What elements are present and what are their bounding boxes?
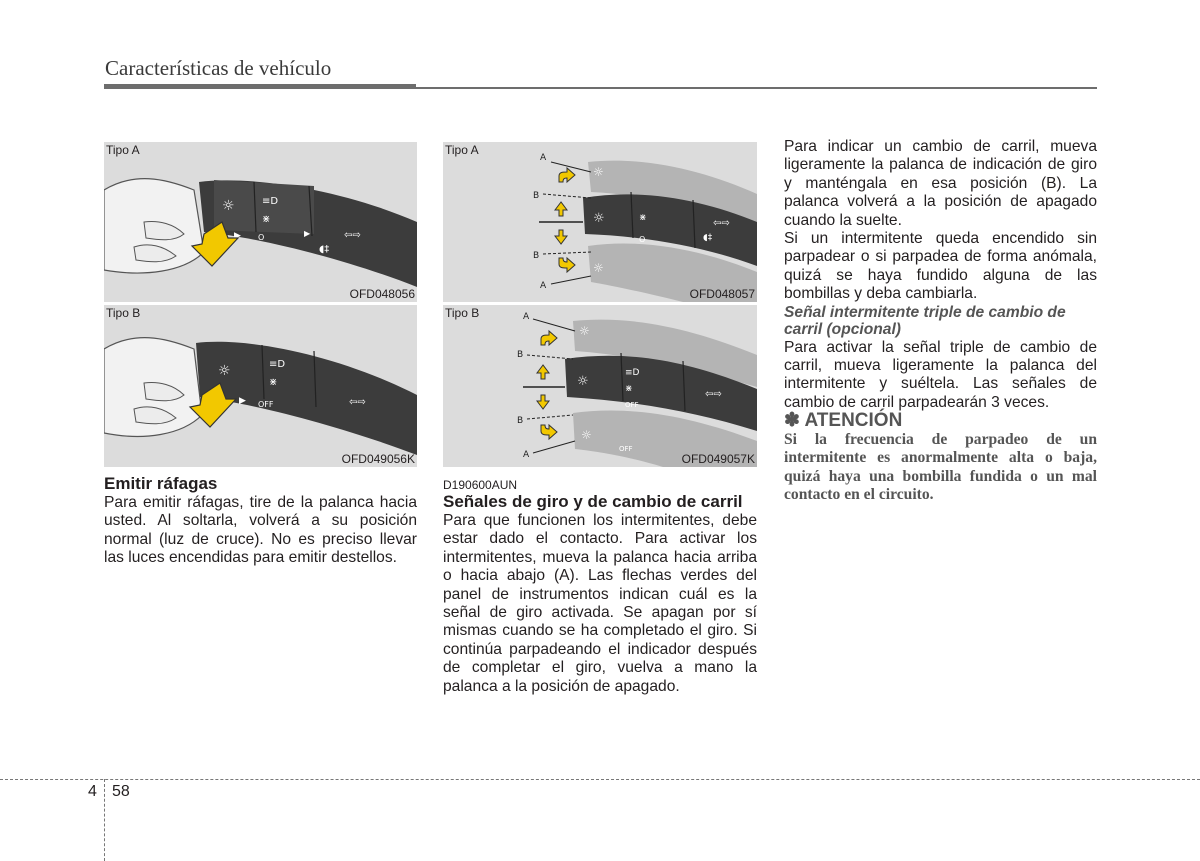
svg-text:A: A	[523, 312, 530, 322]
svg-text:B: B	[533, 191, 540, 201]
column-lane-change	[784, 138, 1097, 505]
figure-code: OFD048057	[689, 287, 755, 301]
section-title: Emitir ráfagas	[104, 474, 218, 493]
svg-text:☼: ☼	[222, 198, 235, 214]
body-paragraph: Para indicar un cambio de carril, mueva ligeramente la palanca de indicación de giro y manténgala en esa posición (B). La palanca volverá a la posición de apagado cuando la suelte.	[784, 138, 1097, 229]
figure-type-label: Tipo B	[106, 306, 141, 320]
column-turn-signals	[443, 478, 757, 696]
svg-text:☼: ☼	[593, 261, 604, 275]
svg-text:A: A	[540, 153, 547, 163]
svg-text:☼: ☼	[593, 211, 605, 226]
svg-text:A: A	[540, 281, 547, 291]
figure-type-label: Tipo A	[445, 143, 479, 157]
body-paragraph: Para emitir ráfagas, tire de la palanca hacia usted. Al soltarla, volverá a su posición normal (luz de cruce). No es preciso llevar las luces encendidas para emitir destellos.	[104, 494, 417, 567]
figure-turn-type-b	[443, 305, 757, 467]
figure-type-label: Tipo A	[106, 143, 140, 157]
svg-text:≡D: ≡D	[262, 196, 279, 207]
column-flash	[104, 474, 417, 568]
svg-text:O: O	[258, 233, 265, 242]
svg-text:☼: ☼	[218, 363, 231, 379]
header-rule-thin	[416, 87, 1097, 89]
svg-text:▶: ▶	[304, 229, 311, 238]
svg-text:≡D: ≡D	[625, 368, 640, 378]
svg-text:O: O	[639, 235, 646, 244]
svg-text:OFF: OFF	[619, 445, 633, 453]
svg-text:⇦⇨: ⇦⇨	[349, 397, 366, 408]
svg-text:☼: ☼	[593, 165, 604, 179]
header-rule	[104, 84, 416, 89]
section-title: Señales de giro y de cambio de carril	[443, 492, 743, 511]
svg-text:⋇: ⋇	[269, 377, 278, 388]
svg-text:⋇: ⋇	[262, 214, 271, 225]
figure-flash-type-a	[104, 142, 417, 302]
svg-text:OFF: OFF	[625, 401, 639, 409]
figure-turn-type-a	[443, 142, 757, 302]
figure-code: OFD049057K	[681, 452, 755, 466]
body-paragraph: Si un intermitente queda encendido sin parpadear o si parpadea de forma anómala, quizá se haya fundido alguna de las bombillas y deba cambiarla.	[784, 230, 1097, 303]
svg-text:≡D: ≡D	[269, 359, 286, 370]
section-code: D190600AUN	[443, 478, 518, 492]
svg-text:☼: ☼	[577, 374, 589, 389]
body-paragraph: Para que funcionen los intermitentes, debe estar dado el contacto. Para activar los intermitentes, mueva la palanca hacia arriba o hacia abajo (A). Las flechas verdes del panel de instrumentos indican cuál es la señal de giro activada. Se apagan por sí mismas cuando se ha completado el giro. Si continúa parpadeando el indicador después de completar el giro, vuelva a mano la palanca a la posición de apagado.	[443, 512, 757, 695]
svg-text:B: B	[517, 416, 524, 426]
svg-text:⋇: ⋇	[639, 213, 647, 223]
chapter-number: 4	[88, 783, 97, 800]
svg-text:◖‡: ◖‡	[703, 233, 713, 243]
svg-text:☼: ☼	[581, 428, 592, 442]
figure-code: OFD049056K	[341, 452, 415, 466]
svg-text:OFF: OFF	[258, 400, 274, 409]
svg-text:◖‡: ◖‡	[319, 244, 330, 255]
caution-title: ✽ ATENCIÓN	[784, 410, 903, 432]
svg-text:⋇: ⋇	[625, 384, 633, 394]
svg-text:B: B	[533, 251, 540, 261]
turn-lever-illustration	[443, 305, 757, 467]
figure-code: OFD048056	[349, 287, 415, 301]
subsection-title: Señal intermitente triple de cambio de carril (opcional)	[784, 303, 1066, 339]
svg-text:⇦⇨: ⇦⇨	[705, 389, 722, 400]
svg-text:B: B	[517, 350, 524, 360]
svg-text:A: A	[523, 450, 530, 460]
figure-type-label: Tipo B	[445, 306, 480, 320]
figure-flash-type-b	[104, 305, 417, 467]
page-number: 58	[112, 783, 130, 800]
turn-lever-illustration	[443, 142, 757, 302]
footer-rule	[0, 779, 1200, 780]
page-header-title: Características de vehículo	[105, 56, 332, 80]
flash-lever-illustration	[104, 142, 417, 302]
flash-lever-illustration	[104, 305, 417, 467]
svg-text:⇦⇨: ⇦⇨	[713, 218, 730, 229]
body-paragraph: Para activar la señal triple de cambio de carril, mueva ligeramente la palanca del intermitente y suéltela. Las señales de cambio de carril parpadearán 3 veces.	[784, 338, 1097, 411]
caution-text: Si la frecuencia de parpadeo de un intermitente es anormalmente alta o baja, quizá haya una bombilla fundida o un mal contacto en el circuito.	[784, 430, 1097, 504]
svg-text:▶: ▶	[239, 396, 246, 406]
svg-text:⇦⇨: ⇦⇨	[344, 230, 361, 241]
footer-divider	[104, 779, 105, 861]
svg-text:▶: ▶	[234, 231, 241, 241]
svg-text:☼: ☼	[579, 324, 590, 338]
